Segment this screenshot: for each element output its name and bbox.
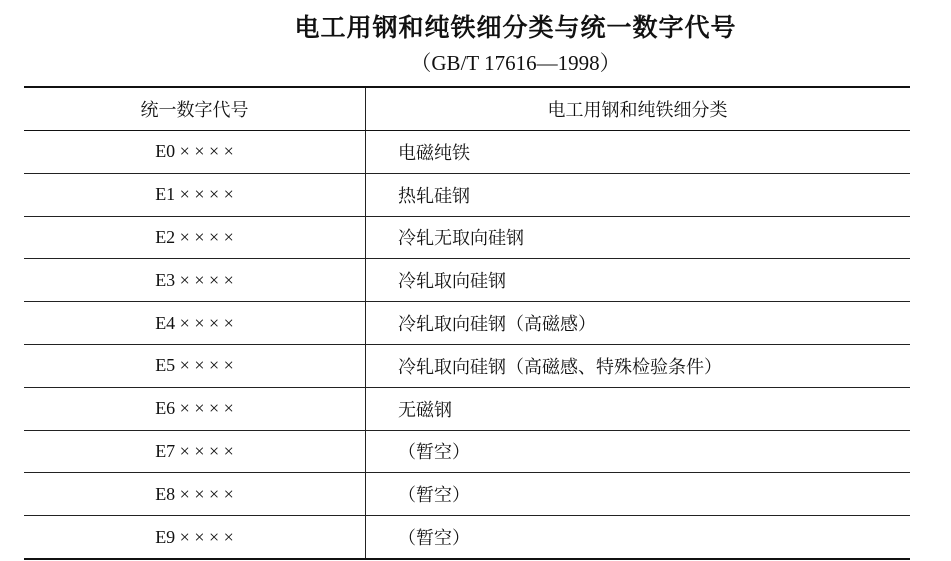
category-cell: 热轧硅钢	[366, 173, 911, 216]
category-cell: （暂空）	[366, 516, 911, 559]
table-row	[24, 387, 910, 430]
category-cell: 电磁纯铁	[366, 131, 911, 174]
table-row	[24, 473, 910, 516]
code-cell: E4 × × × ×	[24, 302, 366, 345]
table-row	[24, 430, 910, 473]
table-row	[24, 344, 910, 387]
header-unified-code: 统一数字代号	[24, 87, 366, 131]
code-cell: E5 × × × ×	[24, 344, 366, 387]
table-row	[24, 131, 910, 174]
category-cell: 冷轧无取向硅钢	[366, 216, 911, 259]
code-cell: E6 × × × ×	[24, 387, 366, 430]
table-row	[24, 302, 910, 345]
table-row	[24, 259, 910, 302]
code-cell: E1 × × × ×	[24, 173, 366, 216]
category-cell: 冷轧取向硅钢	[366, 259, 911, 302]
header-category: 电工用钢和纯铁细分类	[366, 87, 911, 131]
category-cell: 无磁钢	[366, 387, 911, 430]
code-cell: E7 × × × ×	[24, 430, 366, 473]
code-cell: E9 × × × ×	[24, 516, 366, 559]
table-row	[24, 516, 910, 559]
standard-reference: （GB/T 17616—1998）	[410, 51, 621, 75]
code-cell: E2 × × × ×	[24, 216, 366, 259]
table-row	[24, 173, 910, 216]
category-cell: （暂空）	[366, 473, 911, 516]
category-cell: 冷轧取向硅钢（高磁感、特殊检验条件）	[366, 344, 911, 387]
table-row	[24, 216, 910, 259]
code-cell: E3 × × × ×	[24, 259, 366, 302]
code-cell: E0 × × × ×	[24, 131, 366, 174]
document-title: 电工用钢和纯铁细分类与统一数字代号	[294, 13, 737, 42]
code-cell: E8 × × × ×	[24, 473, 366, 516]
category-cell: （暂空）	[366, 430, 911, 473]
table-header-row	[24, 87, 910, 131]
classification-table	[24, 86, 910, 560]
category-cell: 冷轧取向硅钢（高磁感）	[366, 302, 911, 345]
